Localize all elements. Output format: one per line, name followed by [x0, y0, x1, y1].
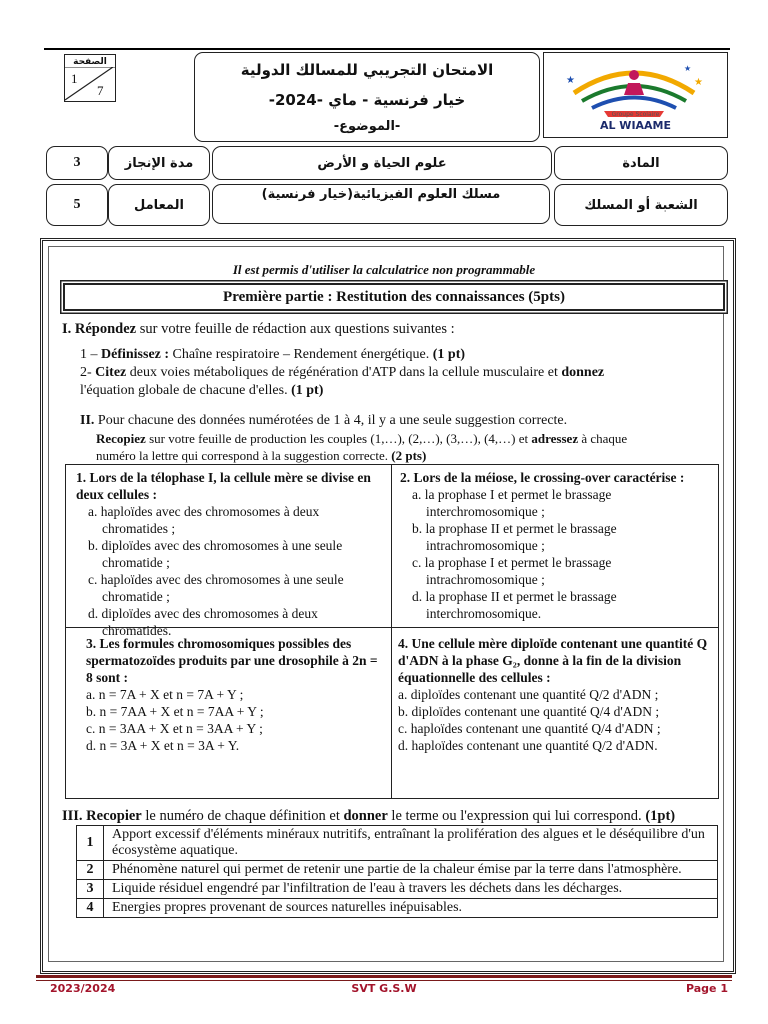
mcq-1-option-c: c. haploïdes avec des chromosomes à une seule chromatide ; — [88, 572, 344, 604]
table-row — [77, 880, 718, 899]
mcq-question-4 — [398, 635, 712, 754]
mcq-2-title: 2. Lors de la méiose, le crossing-over caractérise : — [400, 470, 685, 485]
mcq-2-option-c: c. la prophase I et permet le brassage intrachromosomique ; — [412, 555, 612, 587]
svg-text:★: ★ — [694, 77, 703, 88]
q1-text: Chaîne respiratoire – Rendement énergétique. — [169, 347, 433, 362]
definition-text: Apport excessif d'éléments minéraux nutritifs, entraînant la prolifération des algues et le déséquilibre d'un écosystème aquatique. — [104, 826, 718, 861]
mcq-4-option-b: b. diploïdes contenant une quantité Q/4 d'ADN ; — [398, 704, 660, 719]
mcq-1-option-a: a. haploïdes avec des chromosomes à deux chromatides ; — [88, 504, 320, 536]
logo-text: AL WIAAME — [599, 119, 672, 132]
page-current: 1 — [71, 71, 78, 86]
coef-value: 5 — [46, 184, 108, 226]
page-counter — [64, 54, 116, 102]
section2-intro-text: Pour chacune des données numérotées de 1 à 4, il y a une seule suggestion correcte. — [94, 413, 568, 428]
mcq-3-option-a: a. n = 7A + X et n = 7A + Y ; — [86, 687, 244, 702]
mcq-question-2 — [400, 469, 712, 622]
section1-q2 — [80, 364, 700, 381]
part-title: Première partie : Restitution des connaissances (5pts) — [63, 283, 725, 311]
q2-prefix: 2- — [80, 365, 96, 380]
section2-points: (2 pts) — [391, 448, 427, 463]
subject-value: علوم الحياة و الأرض — [212, 146, 552, 180]
branch-label: الشعبة أو المسلك — [554, 184, 728, 226]
section1-intro-text: sur votre feuille de rédaction aux questions suivantes : — [136, 321, 455, 337]
q2-text2: l'équation globale de chacune d'elles. — [80, 383, 292, 398]
mcq-question-1 — [76, 469, 388, 639]
q1-prefix: 1 – — [80, 347, 101, 362]
section2-instruction-cont — [96, 447, 426, 464]
exam-subject-label: -الموضوع- — [333, 119, 401, 134]
section1-q2-cont — [80, 382, 323, 399]
svg-text:★: ★ — [566, 75, 575, 86]
duration-label: مدة الإنجاز — [108, 146, 210, 180]
mcq-grid — [65, 464, 719, 799]
section1-intro — [62, 321, 455, 338]
grid-divider-vertical — [391, 465, 392, 798]
section2-instruction — [96, 430, 627, 447]
mcq-1-option-d: d. diploïdes avec des chromosomes à deux chromatides. — [88, 606, 318, 638]
section2-intro — [80, 412, 567, 429]
mcq-1-title: 1. Lors de la télophase I, la cellule mère se divise en deux cellules : — [76, 470, 371, 502]
section1-intro-bold: I. Répondez — [62, 321, 137, 337]
mcq-1-option-b: b. diploïdes avec des chromosomes à une seule chromatide ; — [88, 538, 343, 570]
subject-label: المادة — [554, 146, 728, 180]
footer-year: 2023/2024 — [50, 982, 116, 995]
q1-verb: Définissez : — [101, 347, 170, 362]
page-total: 7 — [97, 83, 104, 98]
mcq-2-option-b: b. la prophase II et permet le brassage intrachromosomique ; — [412, 521, 617, 553]
q2-points: (1 pt) — [291, 383, 324, 398]
mcq-3-option-b: b. n = 7AA + X et n = 7AA + Y ; — [86, 704, 264, 719]
footer-rule — [36, 975, 732, 978]
section3-intro — [62, 808, 675, 825]
mcq-4-option-a: a. diploïdes contenant une quantité Q/2 d'ADN ; — [398, 687, 659, 702]
q2-verb1: Citez — [95, 365, 127, 380]
coef-label: المعامل — [108, 184, 210, 226]
mcq-2-option-a: a. la prophase I et permet le brassage interchromosomique ; — [412, 487, 612, 519]
branch-value: مسلك العلوم الفيزيائية(خيار فرنسية) — [212, 184, 550, 224]
section2-text2: à chaque — [578, 431, 628, 446]
definition-text: Liquide résiduel engendré par l'infiltration de l'eau à travers les déchets dans les décharges. — [104, 880, 718, 899]
table-row — [77, 826, 718, 861]
section2-text3: numéro la lettre qui correspond à la suggestion correcte. — [96, 448, 392, 463]
mcq-4-option-d: d. haploïdes contenant une quantité Q/2 d'ADN. — [398, 738, 658, 753]
calculator-note: Il est permis d'utiliser la calculatrice non programmable — [232, 262, 536, 277]
section2-verb1: Recopiez — [96, 431, 146, 446]
section2-text1: sur votre feuille de production les couples (1,…), (2,…), (3,…), (4,…) et — [145, 431, 532, 446]
section2-number: II. — [80, 413, 95, 428]
q1-points: (1 pt) — [432, 347, 466, 362]
mcq-3-option-d: d. n = 3A + X et n = 3A + Y. — [86, 738, 240, 753]
footer-rule-thin — [36, 980, 732, 981]
page-label: الصفحة — [73, 57, 107, 67]
table-row — [77, 899, 718, 918]
table-row — [77, 861, 718, 880]
mcq-3-title: 3. Les formules chromosomiques possibles des spermatozoïdes produits par une drosophile à 2n = 8 sont : — [86, 636, 378, 685]
exam-title: الامتحان التجريبي للمسالك الدولية — [240, 61, 494, 79]
exam-title-box — [194, 52, 540, 142]
logo-subtext: Groupe Scolaire — [611, 111, 660, 118]
q2-text1: deux voies métaboliques de régénération d'ATP dans la cellule musculaire et — [126, 365, 562, 380]
definitions-table — [76, 825, 718, 918]
mcq-4-option-c: c. haploïdes contenant une quantité Q/4 d'ADN ; — [398, 721, 661, 736]
svg-text:★: ★ — [684, 64, 692, 73]
section3-verb2: donner — [343, 808, 388, 824]
footer-center: SVT G.S.W — [351, 982, 417, 995]
mcq-4-title: 4. Une cellule mère diploïde contenant une quantité Q d'ADN à la phase G₂, donne à la fin de la division équationnelle des cellules : — [398, 636, 708, 685]
definition-number: 3 — [77, 880, 104, 899]
section3-text1: le numéro de chaque définition et — [141, 808, 344, 824]
definition-number: 4 — [77, 899, 104, 918]
q2-verb2: donnez — [561, 365, 605, 380]
school-logo — [543, 52, 728, 138]
definition-text: Energies propres provenant de sources naturelles inépuisables. — [104, 899, 718, 918]
mcq-3-option-c: c. n = 3AA + X et n = 3AA + Y ; — [86, 721, 263, 736]
exam-option: خيار فرنسية - ماي -2024- — [268, 91, 466, 109]
section3-text2: le terme ou l'expression qui lui correspond. — [387, 808, 646, 824]
mcq-2-option-d: d. la prophase II et permet le brassage interchromosomique. — [412, 589, 617, 621]
section2-verb2: adressez — [531, 431, 579, 446]
header-top-rule — [44, 48, 730, 50]
footer-page: Page 1 — [685, 982, 728, 995]
section1-q1 — [80, 346, 465, 363]
definition-text: Phénomène naturel qui permet de retenir une partie de la chaleur émise par la terre dans l'atmosphère. — [104, 861, 718, 880]
section3-verb1: III. Recopier — [62, 808, 142, 824]
duration-value: 3 — [46, 146, 108, 180]
definition-number: 1 — [77, 826, 104, 861]
mcq-question-3 — [86, 635, 386, 754]
section3-points: (1pt) — [645, 808, 676, 824]
definition-number: 2 — [77, 861, 104, 880]
